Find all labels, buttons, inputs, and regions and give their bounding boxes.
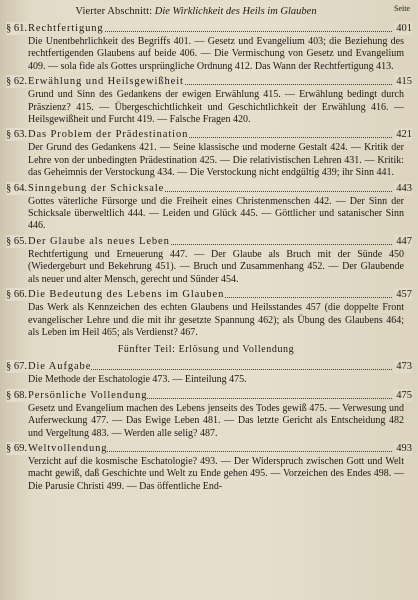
- toc-entry-63: [6, 128, 412, 179]
- section-title: Die Wirklichkeit des Heils im Glauben: [154, 6, 317, 17]
- entry-summary: Rechtfertigung und Erneuerung 447. — Der Glaube als Bruch mit der Sünde 450 (Wiedergeburt und Bekehrung 451). — Bruch und Zusammenhang 452. — Der Glaubende als neuer und alter Mensch, gerecht und Sünder 454.: [28, 248, 404, 285]
- toc-entry-66: [6, 288, 412, 339]
- entry-summary: Die Methode der Eschatologie 473. — Einteilung 475.: [28, 374, 247, 386]
- toc-entry-62: [6, 75, 412, 126]
- entry-page-number: 447: [396, 235, 412, 247]
- entry-number: § 62.: [6, 76, 27, 88]
- page-column-label: Seite: [394, 4, 410, 13]
- entry-summary: Das Werk als Kennzeichen des echten Glaubens und Heilsstandes 457 (die doppelte Front evangelischer Lehre und die mit ihr gesetzte Spannung 462); als Übung des Glaubens 464; als Leben im Heil 465; als Verdienst? 467.: [28, 302, 404, 338]
- toc-entry-65: [6, 235, 412, 286]
- entry-page-number: 457: [396, 289, 412, 301]
- entry-title: Erwählung und Heilsgewißheit: [28, 76, 184, 88]
- entry-summary: Verzicht auf die kosmische Eschatologie? 493. — Der Widerspruch zwischen Gott und Welt macht gewiß, daß Geschichte und Welt zu Ende gehen 495. — Vorzeichen des Endes 498. — Die Parusie Christi 499. — Das öffentliche End-: [28, 455, 404, 492]
- entry-number: § 67.: [6, 361, 27, 373]
- entry-title: Die Aufgabe: [28, 361, 92, 373]
- toc-entry-64: [6, 182, 412, 233]
- entry-number: § 61.: [6, 23, 27, 34]
- entry-summary: Grund und Sinn des Gedankens der ewigen Erwählung 415. — Erwählung bedingt durch Präszienz? 415. — Übergeschichtlichkeit und Geschichtlichkeit der Erwählung 416. — Heilsgewißheit und Furcht 419. — Falsche Fragen 420.: [28, 89, 404, 126]
- entry-title: Das Problem der Prädestination: [28, 129, 189, 141]
- toc-entry-69: [6, 442, 412, 493]
- toc-entry-67: [6, 360, 412, 386]
- entry-page-number: 443: [396, 182, 412, 194]
- entry-page-number: 401: [396, 23, 412, 34]
- toc-entry-68: [6, 389, 412, 440]
- entry-number: § 66.: [6, 289, 27, 301]
- entry-title: Der Glaube als neues Leben: [28, 235, 170, 247]
- entry-summary: Gesetz und Evangelium machen des Lebens jenseits des Todes gewiß 475. — Verwesung und Auferweckung 477. — Das Ewige Leben 481. — Das letzte Gericht als Entscheidung 482 und Vergeltung 483. — Werden alle selig? 487.: [28, 402, 404, 439]
- entry-page-number: 415: [396, 76, 412, 88]
- entry-title: Die Bedeutung des Lebens im Glauben: [28, 289, 225, 301]
- entry-number: § 69.: [6, 442, 27, 454]
- section-label: Vierter Abschnitt:: [75, 6, 153, 17]
- entry-title: Rechtfertigung: [28, 23, 104, 34]
- entry-number: § 64.: [6, 182, 27, 194]
- entry-title: Weltvollendung: [28, 442, 108, 454]
- entry-title: Persönliche Vollendung: [28, 389, 148, 401]
- entry-page-number: 493: [396, 442, 412, 454]
- running-head: [6, 4, 410, 20]
- toc-entry-61: [6, 22, 412, 73]
- entry-summary: Die Unentbehrlichkeit des Begriffs 401. — Gesetz und Evangelium 403; die Beziehung des rechtfertigenden Glaubens auf beide 406. — Die Vermischung von Gesetz und Evangelium 409. — sola fide als Gottes ursprüngliche Ordnung 412. Das Wann der Rechtfertigung 413.: [28, 36, 404, 72]
- entry-number: § 68.: [6, 389, 27, 401]
- part-heading: Fünfter Teil: Erlösung und Vollendung: [117, 344, 295, 356]
- entry-number: § 65.: [6, 235, 27, 247]
- entry-title: Sinngebung der Schicksale: [28, 182, 165, 194]
- entry-page-number: 421: [396, 129, 412, 141]
- entry-page-number: 475: [396, 389, 412, 401]
- entry-page-number: 473: [396, 361, 412, 373]
- entry-summary: Der Grund des Gedankens 421. — Seine klassische und moderne Gestalt 424. — Kritik der Lehre von der unbedingten Prädestination 425. — Die relativistischen Lehren 431. — Kritik: das Geheimnis der Verstockung 434. — Die Verstockung nicht endgültig 439; ihr Sinn 441.: [28, 142, 404, 179]
- entry-summary: Gottes väterliche Fürsorge und die Freiheit eines Christenmenschen 442. — Der Sinn der Schicksale überweltlich 444. — Leiden und Glück 445. — Göttlicher und satanischer Sinn 446.: [28, 195, 404, 232]
- entry-number: § 63.: [6, 129, 27, 141]
